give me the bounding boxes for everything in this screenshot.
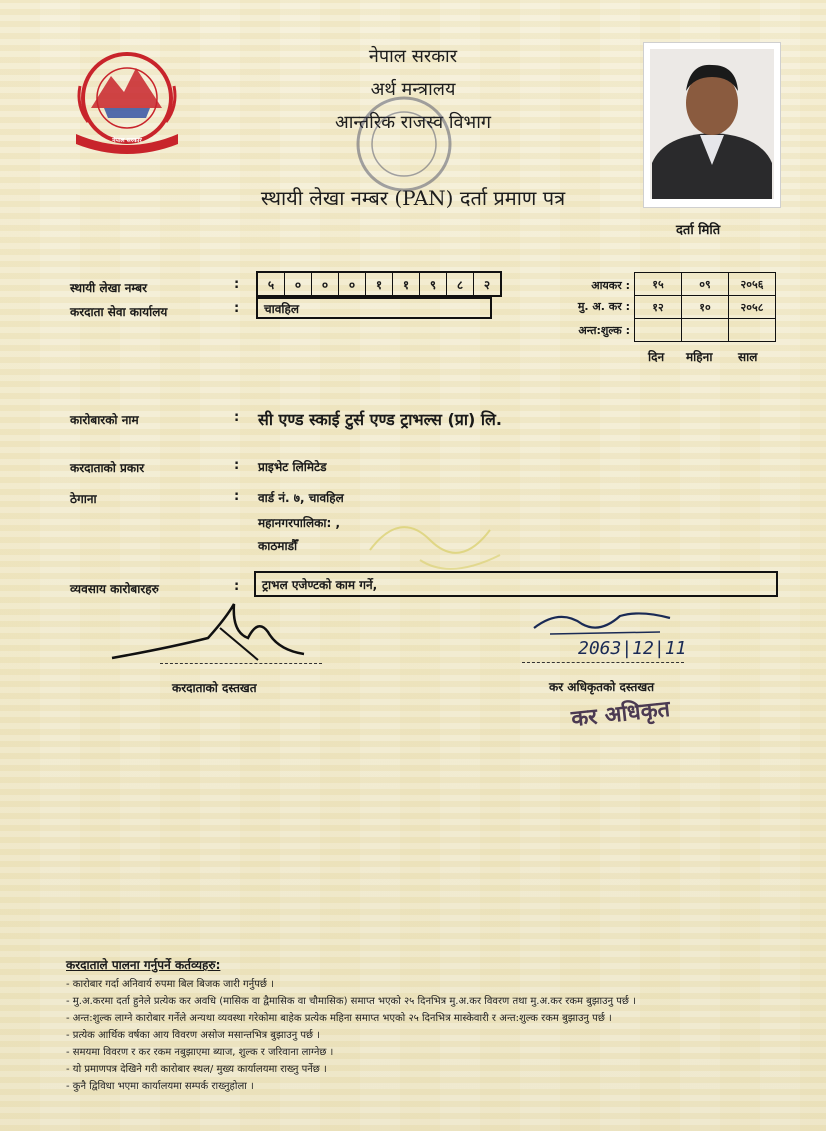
taxpayer-signature-line xyxy=(160,663,322,664)
pan-colon: : xyxy=(234,277,240,292)
list-item: - कुनै द्विविधा भएमा कार्यालयमा सम्पर्क राख्नुहोला । xyxy=(66,1081,254,1092)
taxpayer-photo xyxy=(643,42,781,208)
pan-digit: ० xyxy=(285,273,312,295)
pan-number-box xyxy=(256,271,502,297)
list-item: - यो प्रमाणपत्र देखिने गरी कारोबार स्थल/ मुख्य कार्यालयमा राख्नु पर्नेछ । xyxy=(66,1064,327,1075)
address-line-1: वार्ड नं. ७, चावहिल xyxy=(258,491,344,505)
taxpayer-signature-label: करदाताको दस्तखत xyxy=(172,681,257,695)
income-tax-month: ०९ xyxy=(682,273,729,296)
business-activity-box: ट्राभल एजेण्टको काम गर्ने, xyxy=(254,571,778,597)
address-line-2: महानगरपालिका: , xyxy=(258,516,341,530)
emblem-caption: नेपाल सरकार xyxy=(112,137,142,144)
header-government: नेपाल सरकार xyxy=(368,46,458,67)
officer-signature xyxy=(530,606,680,640)
taxpayer-type-label: करदाताको प्रकार xyxy=(70,461,145,475)
address-colon: : xyxy=(234,489,240,504)
pan-digit: १ xyxy=(366,273,393,295)
business-name-label: कारोबारको नाम xyxy=(70,413,139,427)
officer-stamp: कर अधिकृत xyxy=(570,696,672,733)
table-row xyxy=(635,296,776,319)
pan-digit: ० xyxy=(339,273,366,295)
taxpayer-signature xyxy=(108,598,308,664)
pan-digit: २ xyxy=(483,277,491,292)
office-seal-icon xyxy=(352,92,456,196)
pan-digit: १ xyxy=(393,273,420,295)
officer-signature-line xyxy=(522,662,684,663)
table-row xyxy=(635,273,776,296)
vat-month: १० xyxy=(682,296,729,319)
income-tax-label: आयकर : xyxy=(591,279,630,292)
registration-date-table xyxy=(634,272,776,342)
excise-month xyxy=(682,319,729,342)
date-col-day: दिन xyxy=(648,350,665,364)
taxpayer-type-value: प्राइभेट लिमिटेड xyxy=(258,460,327,474)
handwritten-date: 2063|12|11 xyxy=(578,638,687,659)
office-colon: : xyxy=(234,301,240,316)
certificate-title: स्थायी लेखा नम्बर (PAN) दर्ता प्रमाण पत्र xyxy=(260,186,566,210)
office-value-box: चावहिल xyxy=(256,297,492,319)
pan-digit: ९ xyxy=(420,273,447,295)
pan-digit: ८ xyxy=(447,273,474,295)
business-name-colon: : xyxy=(234,410,240,425)
income-tax-day: १५ xyxy=(635,273,682,296)
table-row xyxy=(635,319,776,342)
taxpayer-type-colon: : xyxy=(234,458,240,473)
faint-signature-mark xyxy=(360,500,520,590)
excise-day xyxy=(635,319,682,342)
business-activity-colon: : xyxy=(234,579,240,594)
date-col-year: साल xyxy=(738,350,758,364)
address-label: ठेगाना xyxy=(70,492,97,506)
duties-title: करदाताले पालना गर्नुपर्ने कर्तव्यहरु: xyxy=(66,958,221,972)
list-item: - मु.अ.करमा दर्ता हुनेले प्रत्येक कर अवधि (मासिक वा द्वैमासिक वा चौमासिक) समाप्त भएको २५ दिनभित्र मु.अ.कर विवरण तथा मु.अ.कर रकम बुझाउनु पर्छ । xyxy=(66,996,636,1007)
business-name-value: सी एण्ड स्काई टुर्स एण्ड ट्राभल्स (प्रा) लि. xyxy=(258,410,502,429)
list-item: - कारोबार गर्दा अनिवार्य रुपमा बिल बिजक जारी गर्नुपर्छ । xyxy=(66,979,274,990)
date-col-month: महिना xyxy=(686,350,713,364)
header-ministry: अर्थ मन्त्रालय xyxy=(370,79,456,100)
registration-date-title: दर्ता मिति xyxy=(676,223,721,238)
office-label: करदाता सेवा कार्यालय xyxy=(70,305,168,319)
vat-year: २०५८ xyxy=(729,296,776,319)
excise-label: अन्त:शुल्क : xyxy=(578,324,630,337)
excise-year xyxy=(729,319,776,342)
pan-label: स्थायी लेखा नम्बर xyxy=(70,281,148,295)
business-activity-label: व्यवसाय कारोबारहरु xyxy=(70,582,159,596)
header-department: आन्तरिक राजस्व विभाग xyxy=(334,112,491,133)
duties-list xyxy=(66,976,796,1095)
list-item: - प्रत्येक आर्थिक वर्षका आय विवरण असोज मसान्तभित्र बुझाउनु पर्छ । xyxy=(66,1030,321,1041)
income-tax-year: २०५६ xyxy=(729,273,776,296)
pan-digit: ५ xyxy=(258,273,285,295)
address-line-3: काठमाडौँ xyxy=(258,539,298,553)
list-item: - समयमा विवरण र कर रकम नबुझाएमा ब्याज, शुल्क र जरिवाना लाग्नेछ । xyxy=(66,1047,334,1058)
vat-label: मु. अ. कर : xyxy=(577,300,630,313)
list-item: - अन्त:शुल्क लाग्ने कारोबार गर्नेले अन्यथा व्यवस्था गरेकोमा बाहेक प्रत्येक महिना समाप्त भएको २५ दिनभित्र मास्केवारी र अन्त:शुल्क रकम बुझाउनु पर्छ । xyxy=(66,1013,612,1024)
vat-day: १२ xyxy=(635,296,682,319)
pan-digit: ० xyxy=(312,273,339,295)
officer-signature-label: कर अधिकृतको दस्तखत xyxy=(549,680,655,694)
